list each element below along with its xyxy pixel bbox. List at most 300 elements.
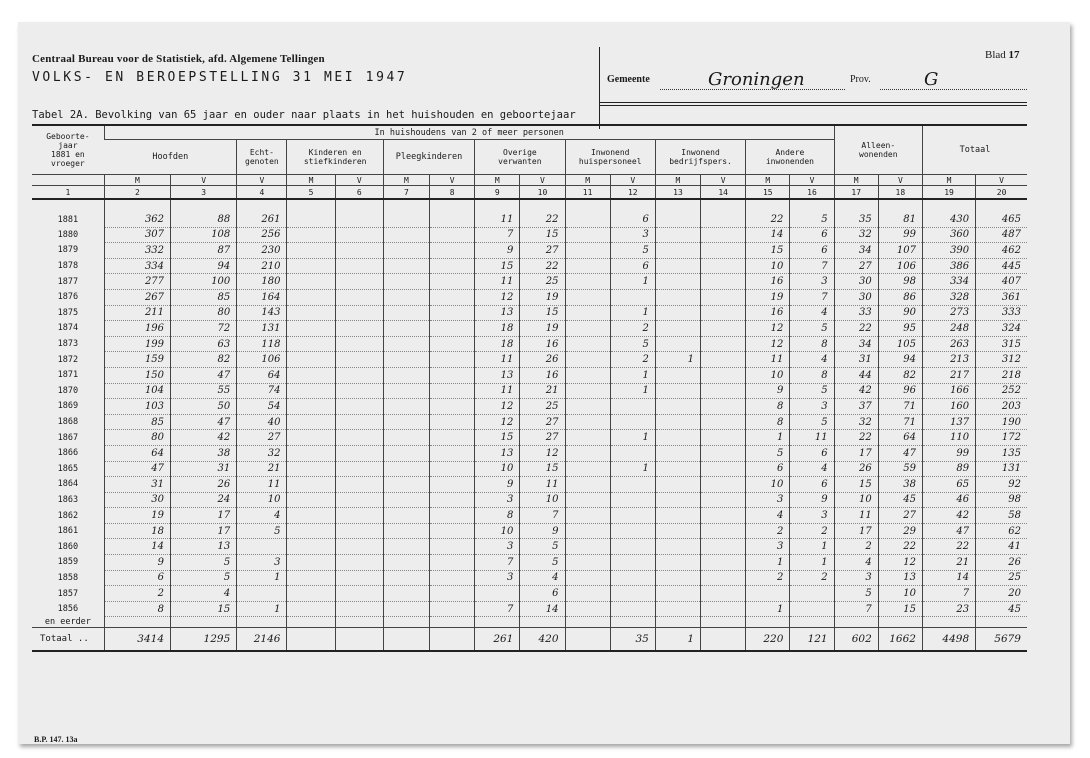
value-cell bbox=[335, 227, 383, 243]
value-cell: 5 bbox=[171, 570, 237, 586]
total-cell: 1295 bbox=[171, 628, 237, 652]
hoofden-header: Hoofden bbox=[104, 140, 237, 175]
value-cell: 324 bbox=[976, 321, 1027, 337]
value-cell: 10 bbox=[834, 492, 878, 508]
column-number-row bbox=[32, 186, 1027, 200]
value-cell: 5 bbox=[171, 555, 237, 571]
value-cell: 1 bbox=[746, 430, 790, 446]
value-cell: 106 bbox=[237, 352, 287, 368]
value-cell bbox=[655, 570, 700, 586]
value-cell: 18 bbox=[104, 523, 170, 539]
bedrijfspers-header: Inwonend bedrijfspers. bbox=[655, 140, 745, 175]
value-cell: 64 bbox=[104, 445, 170, 461]
value-cell bbox=[287, 305, 335, 321]
value-cell: 172 bbox=[976, 430, 1027, 446]
value-cell bbox=[701, 539, 746, 555]
value-cell: 7 bbox=[922, 586, 975, 602]
organization-name: Centraal Bureau voor de Statistiek, afd. Algemene Tellingen bbox=[32, 53, 325, 65]
value-cell: 71 bbox=[878, 414, 922, 430]
value-cell: 15 bbox=[475, 258, 520, 274]
value-cell: 19 bbox=[104, 508, 170, 524]
totals-label: Totaal .. bbox=[32, 628, 104, 652]
value-cell bbox=[335, 508, 383, 524]
overige-header: Overige verwanten bbox=[475, 140, 565, 175]
value-cell: 86 bbox=[878, 289, 922, 305]
value-cell: 27 bbox=[878, 508, 922, 524]
value-cell: 487 bbox=[976, 227, 1027, 243]
value-cell: 32 bbox=[834, 414, 878, 430]
value-cell: 334 bbox=[922, 274, 975, 290]
value-cell bbox=[335, 461, 383, 477]
value-cell: 261 bbox=[237, 212, 287, 227]
value-cell: 7 bbox=[834, 601, 878, 617]
value-cell bbox=[335, 258, 383, 274]
value-cell bbox=[655, 539, 700, 555]
value-cell bbox=[430, 212, 475, 227]
column-number-cell: 10 bbox=[520, 186, 565, 200]
value-cell: 21 bbox=[237, 461, 287, 477]
value-cell: 1 bbox=[610, 305, 655, 321]
birth-year-cell: 1872 bbox=[57, 354, 79, 365]
value-cell: 64 bbox=[237, 367, 287, 383]
value-cell bbox=[383, 601, 429, 617]
table-row bbox=[32, 492, 1027, 508]
value-cell: 74 bbox=[237, 383, 287, 399]
value-cell: 55 bbox=[171, 383, 237, 399]
column-number-cell: 8 bbox=[430, 186, 475, 200]
value-cell: 131 bbox=[237, 321, 287, 337]
total-cell: 261 bbox=[475, 628, 520, 652]
value-cell: 143 bbox=[237, 305, 287, 321]
value-cell: 27 bbox=[520, 243, 565, 259]
value-cell: 4 bbox=[790, 352, 834, 368]
value-cell bbox=[335, 555, 383, 571]
birth-year-cell: 1861 bbox=[57, 526, 79, 537]
value-cell bbox=[610, 586, 655, 602]
value-cell: 8 bbox=[746, 399, 790, 415]
empty-cell bbox=[655, 617, 700, 628]
column-number-cell: 12 bbox=[610, 186, 655, 200]
value-cell: 22 bbox=[520, 212, 565, 227]
empty-cell bbox=[878, 617, 922, 628]
value-cell: 38 bbox=[171, 445, 237, 461]
value-cell: 10 bbox=[746, 258, 790, 274]
value-cell: 15 bbox=[475, 430, 520, 446]
table-row bbox=[32, 461, 1027, 477]
value-cell: 100 bbox=[171, 274, 237, 290]
value-cell bbox=[287, 570, 335, 586]
value-cell: 3 bbox=[746, 539, 790, 555]
column-number-cell: 7 bbox=[383, 186, 429, 200]
value-cell bbox=[430, 367, 475, 383]
value-cell: 5 bbox=[237, 523, 287, 539]
value-cell bbox=[383, 258, 429, 274]
value-cell bbox=[430, 430, 475, 446]
value-cell: 20 bbox=[976, 586, 1027, 602]
value-cell: 12 bbox=[878, 555, 922, 571]
value-cell: 104 bbox=[104, 383, 170, 399]
value-cell bbox=[383, 539, 429, 555]
value-cell: 9 bbox=[104, 555, 170, 571]
value-cell bbox=[565, 477, 610, 493]
total-cell: 1 bbox=[655, 628, 700, 652]
value-cell bbox=[610, 601, 655, 617]
value-cell bbox=[287, 477, 335, 493]
value-cell bbox=[335, 321, 383, 337]
birth-year-cell: 1866 bbox=[57, 448, 79, 459]
value-cell bbox=[655, 461, 700, 477]
value-cell: 10 bbox=[746, 477, 790, 493]
value-cell bbox=[565, 414, 610, 430]
sex-header-cell: M bbox=[746, 175, 790, 186]
value-cell bbox=[565, 274, 610, 290]
value-cell bbox=[701, 523, 746, 539]
value-cell: 12 bbox=[475, 289, 520, 305]
value-cell bbox=[383, 461, 429, 477]
value-cell: 1 bbox=[610, 383, 655, 399]
value-cell: 88 bbox=[171, 212, 237, 227]
column-number-cell: 4 bbox=[237, 186, 287, 200]
spacer-cell bbox=[104, 199, 170, 212]
column-number-cell: 15 bbox=[746, 186, 790, 200]
value-cell: 7 bbox=[790, 289, 834, 305]
value-cell bbox=[565, 383, 610, 399]
spacer-cell bbox=[790, 199, 834, 212]
value-cell: 1 bbox=[790, 555, 834, 571]
value-cell: 105 bbox=[878, 336, 922, 352]
table-row bbox=[32, 321, 1027, 337]
value-cell: 81 bbox=[878, 212, 922, 227]
value-cell: 3 bbox=[790, 274, 834, 290]
value-cell bbox=[701, 336, 746, 352]
birth-year-cell: 1857 bbox=[57, 588, 79, 599]
value-cell: 12 bbox=[475, 414, 520, 430]
value-cell bbox=[701, 586, 746, 602]
value-cell: 5 bbox=[790, 321, 834, 337]
value-cell bbox=[701, 383, 746, 399]
value-cell: 164 bbox=[237, 289, 287, 305]
value-cell: 22 bbox=[878, 539, 922, 555]
birth-year-cell: 1880 bbox=[57, 229, 79, 240]
total-cell bbox=[565, 628, 610, 652]
spacer-cell bbox=[746, 199, 790, 212]
value-cell: 137 bbox=[922, 414, 975, 430]
value-cell: 35 bbox=[834, 212, 878, 227]
value-cell: 92 bbox=[976, 477, 1027, 493]
value-cell: 26 bbox=[976, 555, 1027, 571]
value-cell bbox=[430, 461, 475, 477]
total-cell: 420 bbox=[520, 628, 565, 652]
value-cell bbox=[335, 414, 383, 430]
value-cell bbox=[701, 555, 746, 571]
value-cell: 150 bbox=[104, 367, 170, 383]
empty-cell bbox=[976, 617, 1027, 628]
value-cell: 27 bbox=[520, 430, 565, 446]
value-cell: 267 bbox=[104, 289, 170, 305]
value-cell: 3 bbox=[790, 508, 834, 524]
value-cell: 11 bbox=[520, 477, 565, 493]
en-eerder-label: en eerder bbox=[32, 617, 104, 628]
value-cell: 263 bbox=[922, 336, 975, 352]
spacer-cell bbox=[335, 199, 383, 212]
empty-cell bbox=[475, 617, 520, 628]
value-cell bbox=[335, 570, 383, 586]
value-cell bbox=[287, 352, 335, 368]
sex-header-cell: M bbox=[383, 175, 429, 186]
value-cell: 17 bbox=[171, 508, 237, 524]
value-cell: 31 bbox=[171, 461, 237, 477]
value-cell: 11 bbox=[834, 508, 878, 524]
value-cell: 7 bbox=[790, 258, 834, 274]
value-cell bbox=[383, 430, 429, 446]
empty-cell bbox=[746, 617, 790, 628]
sex-header-cell: V bbox=[335, 175, 383, 186]
value-cell: 47 bbox=[922, 523, 975, 539]
value-cell: 16 bbox=[746, 274, 790, 290]
value-cell: 218 bbox=[976, 367, 1027, 383]
value-cell: 106 bbox=[878, 258, 922, 274]
birth-year-cell: 1875 bbox=[57, 307, 79, 318]
value-cell: 159 bbox=[104, 352, 170, 368]
value-cell: 5 bbox=[834, 586, 878, 602]
value-cell bbox=[610, 399, 655, 415]
sex-header-blank bbox=[32, 175, 104, 186]
value-cell bbox=[655, 508, 700, 524]
value-cell: 30 bbox=[834, 274, 878, 290]
value-cell: 5 bbox=[610, 243, 655, 259]
value-cell bbox=[287, 586, 335, 602]
value-cell: 2 bbox=[104, 586, 170, 602]
value-cell bbox=[701, 243, 746, 259]
value-cell: 3 bbox=[834, 570, 878, 586]
value-cell bbox=[655, 586, 700, 602]
value-cell: 1 bbox=[610, 274, 655, 290]
value-cell: 42 bbox=[834, 383, 878, 399]
value-cell bbox=[383, 508, 429, 524]
value-cell: 89 bbox=[922, 461, 975, 477]
en-eerder-row bbox=[32, 617, 1027, 628]
value-cell bbox=[287, 336, 335, 352]
value-cell bbox=[565, 367, 610, 383]
table-row bbox=[32, 508, 1027, 524]
total-cell bbox=[335, 628, 383, 652]
value-cell: 1 bbox=[746, 555, 790, 571]
value-cell bbox=[655, 477, 700, 493]
value-cell: 30 bbox=[104, 492, 170, 508]
value-cell: 32 bbox=[237, 445, 287, 461]
column-number-cell: 17 bbox=[834, 186, 878, 200]
value-cell: 7 bbox=[475, 601, 520, 617]
value-cell: 15 bbox=[746, 243, 790, 259]
value-cell: 9 bbox=[475, 477, 520, 493]
value-cell: 15 bbox=[520, 305, 565, 321]
empty-cell bbox=[335, 617, 383, 628]
birth-year-header: Geboorte- jaar 1881 en vroeger bbox=[32, 125, 104, 175]
table-row bbox=[32, 243, 1027, 259]
value-cell: 445 bbox=[976, 258, 1027, 274]
value-cell: 41 bbox=[976, 539, 1027, 555]
value-cell bbox=[335, 305, 383, 321]
value-cell: 11 bbox=[237, 477, 287, 493]
value-cell: 22 bbox=[922, 539, 975, 555]
sheet-number: Blad 17 bbox=[985, 49, 1020, 61]
value-cell: 12 bbox=[746, 321, 790, 337]
value-cell: 7 bbox=[520, 508, 565, 524]
value-cell: 64 bbox=[878, 430, 922, 446]
value-cell bbox=[335, 477, 383, 493]
birth-year-cell: 1864 bbox=[57, 479, 79, 490]
value-cell: 14 bbox=[746, 227, 790, 243]
value-cell: 32 bbox=[834, 227, 878, 243]
value-cell bbox=[287, 274, 335, 290]
value-cell bbox=[287, 399, 335, 415]
sex-header-row bbox=[32, 175, 1027, 186]
birth-year-cell: 1863 bbox=[57, 494, 79, 505]
value-cell bbox=[287, 289, 335, 305]
value-cell bbox=[335, 492, 383, 508]
value-cell bbox=[383, 492, 429, 508]
empty-cell bbox=[171, 617, 237, 628]
value-cell: 7 bbox=[475, 227, 520, 243]
value-cell: 15 bbox=[878, 601, 922, 617]
value-cell: 29 bbox=[878, 523, 922, 539]
value-cell: 334 bbox=[104, 258, 170, 274]
value-cell: 25 bbox=[520, 399, 565, 415]
value-cell bbox=[383, 274, 429, 290]
value-cell: 196 bbox=[104, 321, 170, 337]
value-cell bbox=[565, 212, 610, 227]
value-cell: 1 bbox=[790, 539, 834, 555]
value-cell bbox=[383, 227, 429, 243]
empty-cell bbox=[520, 617, 565, 628]
value-cell bbox=[383, 352, 429, 368]
value-cell: 85 bbox=[104, 414, 170, 430]
value-cell bbox=[383, 367, 429, 383]
value-cell: 45 bbox=[878, 492, 922, 508]
value-cell bbox=[701, 445, 746, 461]
value-cell bbox=[565, 336, 610, 352]
value-cell: 46 bbox=[922, 492, 975, 508]
empty-cell bbox=[383, 617, 429, 628]
spacer-cell bbox=[475, 199, 520, 212]
value-cell: 40 bbox=[237, 414, 287, 430]
census-title: VOLKS- EN BEROEPSTELLING 31 MEI 1947 bbox=[32, 70, 408, 85]
value-cell: 407 bbox=[976, 274, 1027, 290]
column-number-cell: 14 bbox=[701, 186, 746, 200]
value-cell: 217 bbox=[922, 367, 975, 383]
value-cell bbox=[655, 212, 700, 227]
column-number-cell: 13 bbox=[655, 186, 700, 200]
value-cell bbox=[430, 289, 475, 305]
value-cell: 2 bbox=[834, 539, 878, 555]
spacer-cell bbox=[565, 199, 610, 212]
value-cell: 203 bbox=[976, 399, 1027, 415]
value-cell bbox=[701, 367, 746, 383]
sex-header-cell: M bbox=[922, 175, 975, 186]
value-cell bbox=[610, 570, 655, 586]
value-cell bbox=[701, 601, 746, 617]
value-cell bbox=[655, 523, 700, 539]
column-number-cell: 5 bbox=[287, 186, 335, 200]
value-cell: 34 bbox=[834, 336, 878, 352]
value-cell bbox=[287, 555, 335, 571]
empty-cell bbox=[610, 617, 655, 628]
value-cell: 72 bbox=[171, 321, 237, 337]
value-cell: 4 bbox=[790, 461, 834, 477]
value-cell: 328 bbox=[922, 289, 975, 305]
value-cell bbox=[430, 336, 475, 352]
value-cell: 15 bbox=[520, 461, 565, 477]
value-cell bbox=[610, 477, 655, 493]
value-cell: 213 bbox=[922, 352, 975, 368]
column-number-cell: 16 bbox=[790, 186, 834, 200]
value-cell: 2 bbox=[790, 523, 834, 539]
value-cell: 4 bbox=[520, 570, 565, 586]
sex-header-cell: V bbox=[790, 175, 834, 186]
value-cell bbox=[430, 555, 475, 571]
spacer-cell bbox=[655, 199, 700, 212]
value-cell: 22 bbox=[746, 212, 790, 227]
value-cell bbox=[383, 289, 429, 305]
value-cell bbox=[701, 477, 746, 493]
value-cell bbox=[335, 289, 383, 305]
spacer-cell bbox=[834, 199, 878, 212]
value-cell: 14 bbox=[104, 539, 170, 555]
value-cell: 99 bbox=[878, 227, 922, 243]
value-cell: 1 bbox=[237, 601, 287, 617]
value-cell: 87 bbox=[171, 243, 237, 259]
value-cell: 110 bbox=[922, 430, 975, 446]
value-cell: 19 bbox=[520, 321, 565, 337]
value-cell bbox=[701, 414, 746, 430]
value-cell: 273 bbox=[922, 305, 975, 321]
column-number-cell: 19 bbox=[922, 186, 975, 200]
value-cell: 5 bbox=[790, 212, 834, 227]
value-cell bbox=[655, 305, 700, 321]
value-cell: 108 bbox=[171, 227, 237, 243]
value-cell bbox=[565, 399, 610, 415]
value-cell: 8 bbox=[790, 367, 834, 383]
value-cell: 11 bbox=[475, 274, 520, 290]
value-cell bbox=[701, 321, 746, 337]
empty-cell bbox=[834, 617, 878, 628]
value-cell: 465 bbox=[976, 212, 1027, 227]
value-cell: 6 bbox=[746, 461, 790, 477]
value-cell bbox=[287, 461, 335, 477]
value-cell bbox=[287, 367, 335, 383]
table-row bbox=[32, 601, 1027, 617]
value-cell: 210 bbox=[237, 258, 287, 274]
value-cell: 94 bbox=[171, 258, 237, 274]
birth-year-cell: 1867 bbox=[57, 432, 79, 443]
value-cell: 80 bbox=[171, 305, 237, 321]
value-cell: 199 bbox=[104, 336, 170, 352]
value-cell bbox=[655, 258, 700, 274]
value-cell bbox=[655, 492, 700, 508]
value-cell: 15 bbox=[171, 601, 237, 617]
value-cell: 9 bbox=[475, 243, 520, 259]
value-cell bbox=[565, 227, 610, 243]
table-row bbox=[32, 227, 1027, 243]
value-cell bbox=[610, 445, 655, 461]
value-cell bbox=[430, 227, 475, 243]
value-cell: 47 bbox=[104, 461, 170, 477]
value-cell: 8 bbox=[790, 336, 834, 352]
value-cell: 3 bbox=[475, 539, 520, 555]
value-cell: 12 bbox=[520, 445, 565, 461]
value-cell: 1 bbox=[655, 352, 700, 368]
table-row bbox=[32, 212, 1027, 227]
